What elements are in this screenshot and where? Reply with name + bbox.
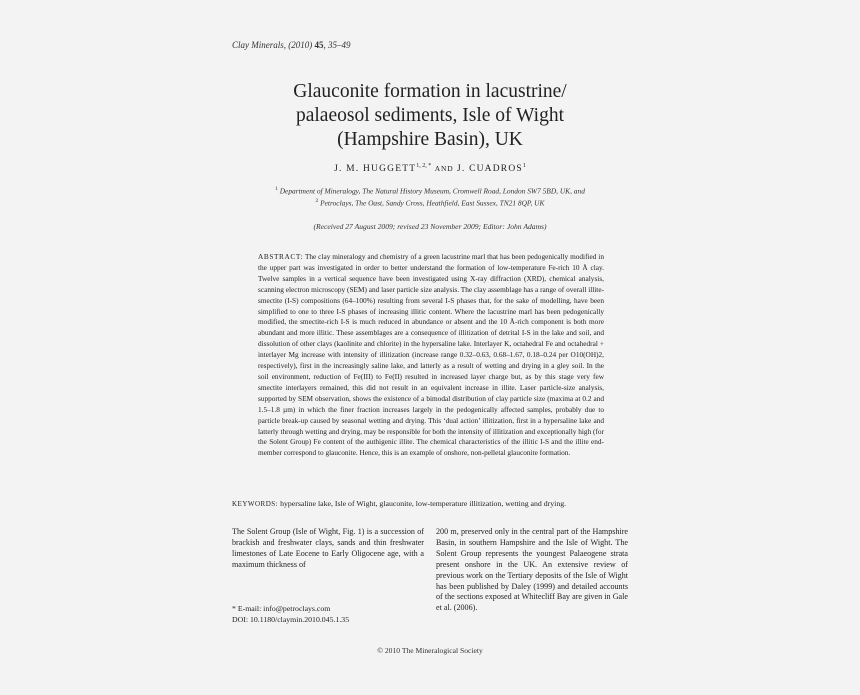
affiliation xyxy=(232,184,628,196)
affiliation xyxy=(232,196,628,208)
journal-citation: Clay Minerals, (2010) 45, 35–49 xyxy=(232,40,351,50)
footnote xyxy=(232,604,424,625)
author-marks: 1, 2, * xyxy=(416,163,432,169)
journal-volume: 45 xyxy=(314,40,324,50)
affiliation-mark: 1 xyxy=(275,186,278,192)
title-line: Glauconite formation in lacustrine/ xyxy=(293,81,567,102)
journal-year: (2010) xyxy=(288,40,313,50)
journal-pages: 35–49 xyxy=(328,40,351,50)
affiliation-text: Petroclays, The Oast, Sandy Cross, Heathfield, East Sussex, TN21 8QP, UK xyxy=(320,198,545,208)
keywords-label: KEYWORDS: xyxy=(232,500,279,508)
author-list xyxy=(232,163,628,174)
abstract-label: ABSTRACT: xyxy=(258,252,304,261)
paper-title xyxy=(232,80,628,152)
received-dates: (Received 27 August 2009; revised 23 November 2009; Editor: John Adams) xyxy=(313,222,547,231)
footnote-email: * E-mail: info@petroclays.com xyxy=(232,604,331,613)
copyright: © 2010 The Mineralogical Society xyxy=(377,646,483,655)
keywords-text: hypersaline lake, Isle of Wight, glauconite, low-temperature illitization, wetting and drying. xyxy=(280,499,567,508)
abstract xyxy=(258,252,604,459)
body-column-left: The Solent Group (Isle of Wight, Fig. 1) is a succession of brackish and freshwater clays, sands and thin freshwater limestones of Late Eocene to Early Oligocene age, with a maximum thickness of xyxy=(232,527,424,569)
affiliation-mark: 2 xyxy=(315,198,319,205)
affiliation-text: Department of Mineralogy, The Natural History Museum, Cromwell Road, London SW7 5BD, UK, and xyxy=(279,186,585,196)
journal-name: Clay Minerals xyxy=(232,40,284,50)
title-line: (Hampshire Basin), UK xyxy=(337,129,523,150)
author-name: J. M. HUGGETT xyxy=(334,164,417,175)
body-column-right: 200 m, preserved only in the central part of the Hampshire Basin, in southern Hampshire and the Isle of Wight. The Solent Group represents the youngest Palaeogene strata present onshore in the UK. An extensive review of previous work on the Tertiary deposits of the Isle of Wight has been published by Daley (1999) and detailed accounts of the sections exposed at Whitecliff Bay are given in Gale et al. (2006). xyxy=(436,527,628,613)
title-line: palaeosol sediments, Isle of Wight xyxy=(295,105,564,126)
author-name: J. CUADROS xyxy=(457,164,523,175)
footnote-doi: DOI: 10.1180/claymin.2010.045.1.35 xyxy=(232,614,350,624)
abstract-text: The clay mineralogy and chemistry of a green lacustrine marl that has been pedogenically modified in the upper part was investigated in order to better understand the formation of low-temperature Fe-rich 10 Å clay. Twelve samples in a vertical sequence have been investigated using X-ray diffraction (XRD), chemical analysis, scanning electron microscopy (SEM) and laser particle size analysis. The clay assemblage has a range of overall illite-smectite (I-S) compositions (64–100%) resulting from several I-S phases that, for the sake of modelling, have been simplified to one to three I-S phases of increasing illitic content. Where the lacustrine marl has been pedogenically modified, the smectite-rich I-S is much reduced in abundance or absent and the 10 Å-rich component is both more abundant and more illitic. These assemblages are a consequence of illitization of detrital I-S in the lake and soil, and dissolution of other clays (kaolinite and chlorite) in the hypersaline lake. Interlayer K, octahedral Fe and octahedral + interlayer Mg increase with intensity of illitization (increase range 0.32–0.63, 0.68–1.67, 0.18–0.24 per O10(OH)2, respectively), first in the increasingly saline lake, and latterly as a result of wetting and drying in a gley soil. In the soil environment, reduction of Fe(III) to Fe(II) resulted in increased layer charge but, as by this stage very few smectite interlayers remained, this did not result in an equivalent increase in illite. Laser particle-size analysis, supported by SEM observation, shows the existence of a bimodal distribution of clay particle size (maxima at 0.2 and 1.5–1.8 µm) in which the finer fraction increases largely in the pedogenically affected samples, probably due to particle break-up caused by seasonal wetting and drying. This ‘dual action’ illitization, first in a hypersaline lake and latterly through wetting and drying, may be responsible for both the intensity of illitization and exceptionally high (for the Solent Group) Fe content of the authigenic illite. The chemical characteristics of the illitic I-S and the illite end-member correspond to glauconite. Hence, this is an example of onshore, non-pelletal glauconite formation. xyxy=(258,252,604,458)
affiliations xyxy=(232,184,628,209)
author-marks: 1 xyxy=(522,163,526,169)
author-conjunction: AND xyxy=(434,164,454,174)
keywords xyxy=(232,499,628,508)
